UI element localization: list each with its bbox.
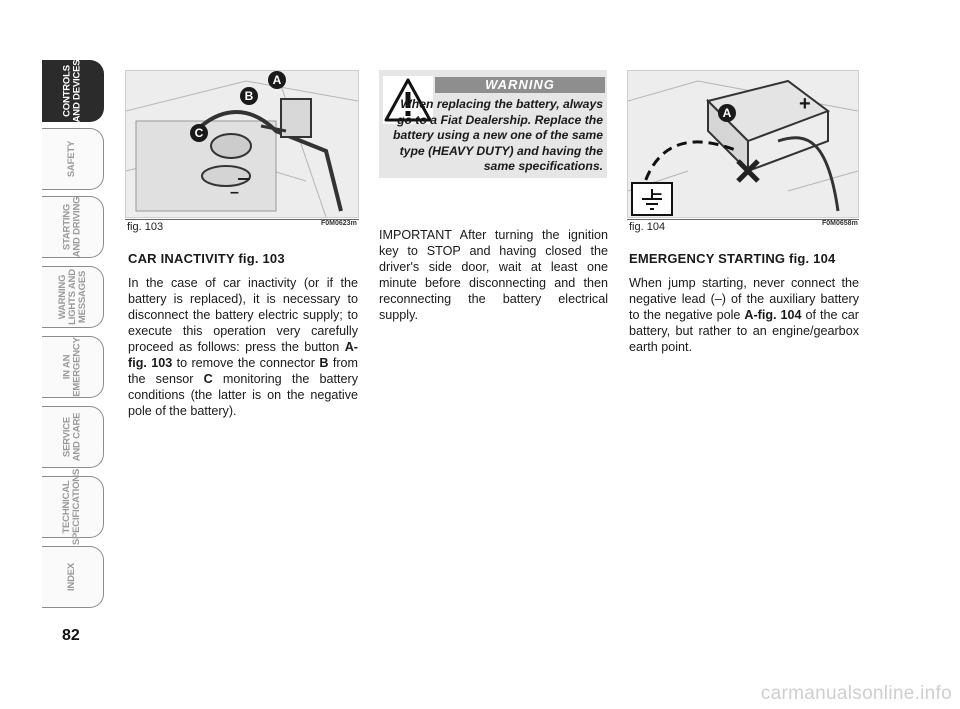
callout-a: A — [268, 71, 286, 89]
battery-emergency-illustration — [628, 71, 858, 217]
body-text: When jump starting, never connect the negative lead (–) of the auxiliary battery to the negative pole A-fig. 104 of the car battery, but rather to an engine/gearbox earth point. — [629, 276, 859, 354]
tab-in-an-emergency[interactable]: IN AN EMERGENCY — [42, 336, 104, 398]
figure-103-image — [125, 70, 359, 218]
positive-sign: + — [799, 93, 811, 115]
watermark: carmanualsonline.info — [760, 683, 952, 704]
figure-103-rule — [125, 219, 359, 220]
figure-103-caption: fig. 103 — [127, 221, 164, 233]
tab-safety[interactable]: SAFETY — [42, 128, 104, 190]
figure-104-code: F0M0658m — [822, 220, 858, 227]
figure-104-image — [627, 70, 859, 218]
callout-a: A — [718, 104, 736, 122]
callout-b: B — [240, 87, 258, 105]
negative-sign: – — [652, 183, 663, 203]
tab-warning-lights[interactable]: WARNING LIGHTS AND MESSAGES — [42, 266, 104, 328]
tab-index[interactable]: INDEX — [42, 546, 104, 608]
figure-104-caption: fig. 104 — [629, 221, 666, 233]
body-text: In the case of car inactivity (or if the battery is replaced), it is necessary to disconnect the battery electric supply; to execute this operation very carefully proceed as follows: press the button A-fig. 103 to remove the connector B from the sensor C monitoring the battery conditions (the latter is on the negative pole of the battery). — [128, 276, 359, 418]
warning-text: When replacing the battery, always go to a Fiat Dealership. Replace the battery using a new one of the same type (HEAVY DUTY) and having the same specifications. — [393, 97, 603, 173]
important-note: IMPORTANT After turning the ignition key to STOP and having closed the driver's side door, wait at least one minute before disconnecting and then reconnecting the battery electrical supply. — [379, 228, 608, 322]
negative-sign: – — [230, 184, 239, 201]
warning-title: WARNING — [435, 77, 605, 93]
section-heading: CAR INACTIVITY fig. 103 — [128, 251, 285, 266]
tab-technical-specifications[interactable]: TECHNICAL SPECIFICATIONS — [42, 476, 104, 538]
tab-controls-and-devices[interactable]: CONTROLS AND DEVICES — [42, 60, 104, 122]
warning-box — [379, 70, 607, 178]
section-heading: EMERGENCY STARTING fig. 104 — [629, 251, 836, 266]
tab-starting-and-driving[interactable]: STARTING AND DRIVING — [42, 196, 104, 258]
page-number: 82 — [62, 627, 80, 644]
figure-103-code: F0M0623m — [321, 220, 357, 227]
tab-service-and-care[interactable]: SERVICE AND CARE — [42, 406, 104, 468]
car-inactivity-section — [128, 251, 358, 419]
figure-104-rule — [627, 219, 859, 220]
emergency-starting-section — [629, 251, 859, 355]
callout-c: C — [190, 124, 208, 142]
